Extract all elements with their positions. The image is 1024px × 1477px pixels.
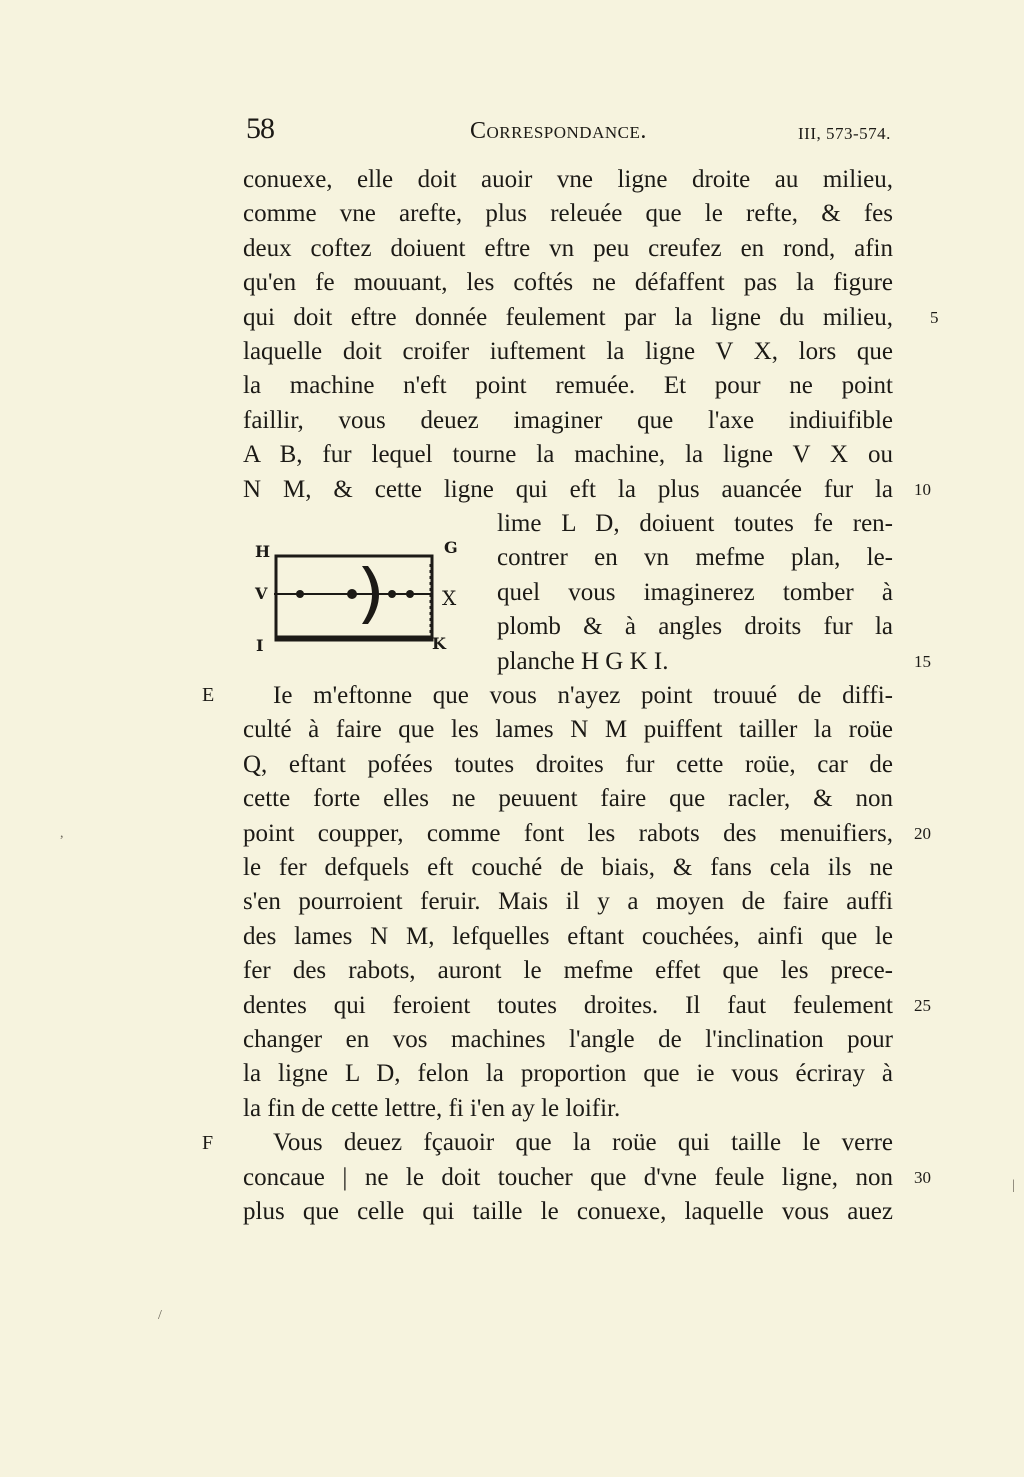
margin-letter: F bbox=[202, 1132, 214, 1154]
text-line: laquelle doit croifer iuftement la ligne V X, lors que bbox=[243, 338, 893, 365]
text-line: culté à faire que les lames N M puiffent tailler la roüe bbox=[243, 716, 893, 744]
margin-letter: E bbox=[202, 684, 215, 706]
text-line: faillir, vous deuez imaginer que l'axe indiuifible bbox=[243, 406, 893, 434]
text-line: qu'en fe mouuant, les coftés ne défaffent pas la figure bbox=[243, 269, 893, 297]
line-number: 5 bbox=[930, 308, 939, 327]
text-line: qui doit eftre donnée feulement par la ligne du milieu, bbox=[243, 303, 893, 331]
paper-mark: , bbox=[60, 826, 64, 841]
figure-label: K bbox=[432, 634, 446, 653]
text-line: conuexe, elle doit auoir vne ligne droite au milieu, bbox=[243, 166, 893, 193]
text-line: la ligne L D, felon la proportion que ie vous écriray à bbox=[243, 1060, 893, 1088]
machine-figure bbox=[250, 534, 476, 668]
line-number: 20 bbox=[914, 824, 931, 843]
volume-reference: III, 573-574. bbox=[798, 124, 891, 143]
text-line: plus que celle qui taille le conuexe, laquelle vous auez bbox=[243, 1198, 893, 1225]
text-line: deux coftez doiuent eftre vn peu creufez en rond, afin bbox=[243, 234, 893, 262]
text-line: dentes qui feroient toutes droites. Il faut feulement bbox=[243, 991, 893, 1019]
text-line: plomb & à angles droits fur la bbox=[497, 613, 893, 641]
text-line: cette forte elles ne peuuent faire que racler, & non bbox=[243, 785, 893, 813]
running-title: Correspondance. bbox=[470, 118, 647, 144]
text-line: point coupper, comme font les rabots des menuifiers, bbox=[243, 819, 893, 847]
text-line: la machine n'eft point remuée. Et pour ne point bbox=[243, 372, 893, 400]
paper-mark: / bbox=[158, 1308, 162, 1323]
text-line: des lames N M, lefquelles eftant couchées, ainfi que le bbox=[243, 922, 893, 950]
text-line: quel vous imaginerez tomber à bbox=[497, 578, 893, 606]
text-line: le fer defquels eft couché de biais, & fans cela ils ne bbox=[243, 854, 893, 881]
figure-label: X bbox=[442, 586, 457, 610]
text-line: planche H G K I. bbox=[497, 647, 669, 675]
paper-mark: | bbox=[1012, 1178, 1015, 1193]
page-number: 58 bbox=[246, 112, 274, 145]
text-line: A B, fur lequel tourne la machine, la ligne V X ou bbox=[243, 441, 893, 469]
running-head bbox=[0, 112, 1024, 152]
text-line: s'en pourroient feruir. Mais il y a moyen de faire auffi bbox=[243, 888, 893, 916]
line-number: 10 bbox=[914, 480, 931, 499]
axis-point bbox=[406, 590, 414, 598]
line-number: 25 bbox=[914, 996, 931, 1015]
text-line: Q, eftant pofées toutes droites fur cette roüe, car de bbox=[243, 750, 893, 778]
line-number: 15 bbox=[914, 652, 931, 671]
text-line: lime L D, doiuent toutes fe ren- bbox=[497, 510, 893, 537]
axis-point bbox=[296, 590, 304, 598]
figure-label: G bbox=[444, 538, 458, 557]
text-line: changer en vos machines l'angle de l'inclination pour bbox=[243, 1026, 893, 1053]
text-line: Vous deuez fçauoir que la roüe qui taille le verre bbox=[273, 1129, 893, 1157]
figure-label: H bbox=[255, 542, 271, 561]
figure-label: V bbox=[255, 584, 268, 603]
line-number: 30 bbox=[914, 1168, 931, 1187]
text-line: la fin de cette lettre, fi i'en ay le loifir. bbox=[243, 1094, 621, 1122]
text-line: concaue | ne le doit toucher que d'vne feule ligne, non bbox=[243, 1163, 893, 1191]
text-line: contrer en vn mefme plan, le- bbox=[497, 544, 893, 572]
text-line: fer des rabots, auront le mefme effet que les prece- bbox=[243, 957, 893, 985]
axis-point bbox=[347, 589, 357, 599]
text-line: Ie m'eftonne que vous n'ayez point trouué de diffi- bbox=[273, 682, 893, 709]
figure-label: I bbox=[256, 636, 264, 655]
axis-point bbox=[388, 590, 396, 598]
text-line: N M, & cette ligne qui eft la plus auancée fur la bbox=[243, 475, 893, 503]
text-line: comme vne arefte, plus releuée que le refte, & fes bbox=[243, 200, 893, 228]
